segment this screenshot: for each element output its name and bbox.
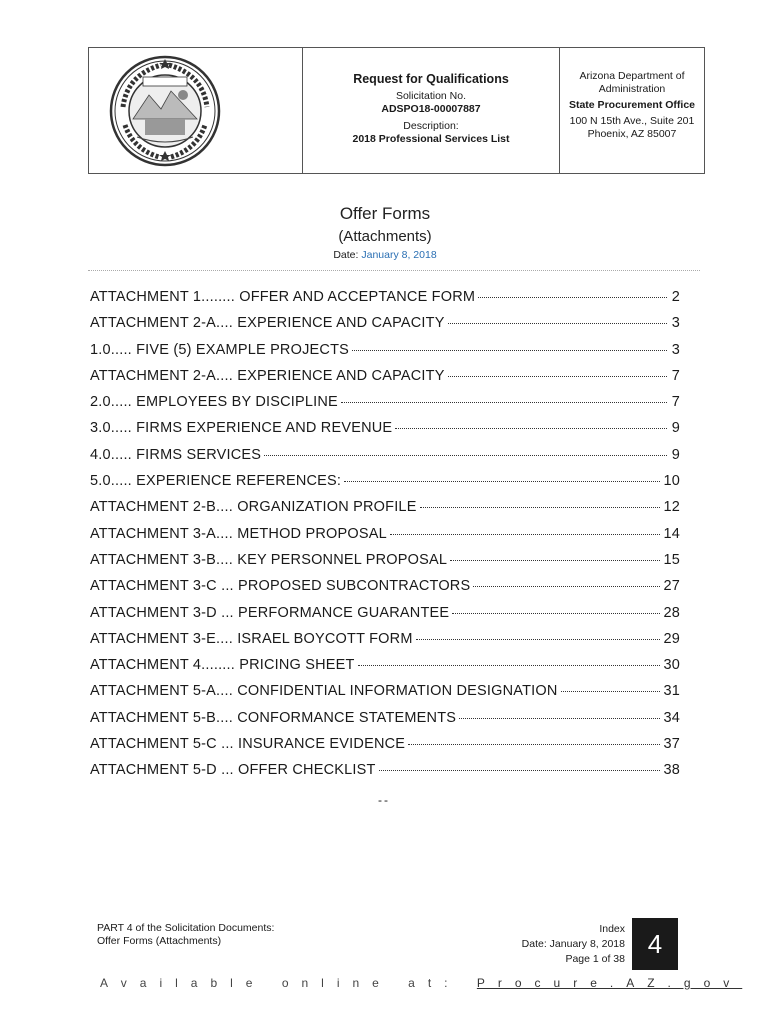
toc-entry[interactable] (90, 342, 680, 368)
toc-leader-dots (478, 297, 667, 298)
online-notice (100, 976, 742, 990)
toc-entry-page: 29 (663, 630, 680, 647)
description-text: 2018 Professional Services List (352, 133, 510, 145)
toc-leader-dots (459, 718, 660, 719)
toc-entry-label: 4.0..... FIRMS SERVICES (90, 446, 262, 463)
toc-entry-page: 38 (663, 762, 680, 779)
toc-entry[interactable] (90, 368, 680, 394)
footer-part-line2: Offer Forms (Attachments) (97, 935, 222, 947)
toc-entry[interactable] (90, 762, 680, 788)
toc-entry[interactable] (90, 420, 680, 446)
toc-entry-page: 31 (663, 683, 680, 700)
toc-entry-page: 15 (663, 551, 680, 568)
separator-mark: -- (378, 793, 390, 807)
footer-index (470, 922, 625, 967)
toc-leader-dots (561, 691, 661, 692)
toc-leader-dots (450, 560, 660, 561)
footer-part-line1: PART 4 of the Solicitation Documents: (97, 922, 275, 934)
arizona-seal-icon (109, 55, 221, 167)
toc-entry-page: 3 (671, 315, 680, 332)
toc-entry[interactable] (90, 683, 680, 709)
toc-entry[interactable] (90, 605, 680, 631)
toc-entry-page: 28 (663, 604, 680, 621)
toc-entry[interactable] (90, 552, 680, 578)
toc-entry-label: 1.0..... FIVE (5) EXAMPLE PROJECTS (90, 341, 350, 358)
toc-entry-label: ATTACHMENT 5-C ... INSURANCE EVIDENCE (90, 736, 406, 753)
toc-leader-dots (416, 639, 661, 640)
toc-leader-dots (264, 455, 667, 456)
toc-entry-label: ATTACHMENT 5-B.... CONFORMANCE STATEMENTS (90, 709, 457, 726)
toc-entry[interactable] (90, 578, 680, 604)
toc-entry-label: ATTACHMENT 4........ PRICING SHEET (90, 657, 355, 674)
toc-entry-label: 3.0..... FIRMS EXPERIENCE AND REVENUE (90, 420, 393, 437)
agency-line1: Arizona Department of (579, 70, 685, 82)
toc-leader-dots (408, 744, 660, 745)
toc-entry-page: 14 (663, 525, 680, 542)
address-line1: 100 N 15th Ave., Suite 201 (569, 115, 695, 127)
agency-line2: Administration (598, 83, 666, 95)
toc-entry[interactable] (90, 736, 680, 762)
toc-entry[interactable] (90, 447, 680, 473)
footer-date: Date: January 8, 2018 (521, 938, 625, 950)
toc-entry-label: ATTACHMENT 2-A.... EXPERIENCE AND CAPACITY (90, 367, 445, 384)
toc-entry-page: 7 (671, 367, 680, 384)
toc-entry-label: ATTACHMENT 3-C ... PROPOSED SUBCONTRACTORS (90, 578, 471, 595)
procure-link[interactable]: Procure.AZ.gov (476, 976, 743, 990)
toc-leader-dots (358, 665, 661, 666)
toc-entry-page: 7 (671, 394, 680, 411)
toc-entry-label: ATTACHMENT 2-A.... EXPERIENCE AND CAPACITY (90, 315, 445, 332)
description-label: Description: (403, 120, 459, 132)
footer-part (97, 922, 274, 948)
toc-entry-label: ATTACHMENT 3-A.... METHOD PROPOSAL (90, 525, 387, 542)
online-prefix: Available online at: (100, 976, 461, 990)
toc-entry-page: 27 (663, 578, 680, 595)
toc-leader-dots (473, 586, 660, 587)
toc-entry-label: ATTACHMENT 5-A.... CONFIDENTIAL INFORMATION DESIGNATION (90, 683, 558, 700)
toc-entry[interactable] (90, 710, 680, 736)
toc-entry-page: 37 (663, 736, 680, 753)
toc-entry-label: ATTACHMENT 3-E.... ISRAEL BOYCOTT FORM (90, 630, 413, 647)
toc-entry-page: 30 (663, 657, 680, 674)
toc-leader-dots (395, 428, 667, 429)
toc-entry[interactable] (90, 315, 680, 341)
toc-leader-dots (344, 481, 660, 482)
title-block (0, 204, 770, 261)
toc-entry-label: 2.0..... EMPLOYEES BY DISCIPLINE (90, 394, 338, 411)
toc-entry[interactable] (90, 473, 680, 499)
seal-cell (89, 48, 303, 173)
toc-leader-dots (420, 507, 661, 508)
footer-index-label: Index (599, 923, 625, 935)
toc-entry-label: ATTACHMENT 3-B.... KEY PERSONNEL PROPOSAL (90, 551, 448, 568)
toc-leader-dots (448, 323, 667, 324)
divider (88, 270, 700, 271)
address-line2: Phoenix, AZ 85007 (587, 128, 677, 140)
toc-entry-page: 34 (663, 709, 680, 726)
page-subtitle: (Attachments) (338, 228, 432, 245)
toc-leader-dots (452, 613, 660, 614)
date-label: Date: (333, 249, 359, 261)
toc-leader-dots (448, 376, 667, 377)
toc-entry[interactable] (90, 657, 680, 683)
toc-leader-dots (390, 534, 661, 535)
toc-entry[interactable] (90, 526, 680, 552)
office-name: State Procurement Office (568, 99, 696, 111)
toc-entry-label: 5.0..... EXPERIENCE REFERENCES: (90, 473, 342, 490)
agency-cell (560, 48, 704, 173)
footer-page: Page 1 of 38 (565, 953, 625, 965)
toc-entry-page: 9 (671, 446, 680, 463)
header-box (88, 47, 705, 174)
solicitation-cell (303, 48, 560, 173)
toc-entry-label: ATTACHMENT 1........ OFFER AND ACCEPTANCE FORM (90, 289, 476, 305)
toc-entry[interactable] (90, 499, 680, 525)
toc-entry-page: 2 (671, 289, 680, 305)
table-of-contents (90, 289, 680, 789)
request-title: Request for Qualifications (353, 72, 509, 86)
toc-entry-label: ATTACHMENT 2-B.... ORGANIZATION PROFILE (90, 499, 417, 516)
toc-entry[interactable] (90, 394, 680, 420)
toc-entry[interactable] (90, 289, 680, 315)
toc-leader-dots (352, 350, 667, 351)
page-date (0, 249, 770, 261)
date-value: January 8, 2018 (361, 249, 437, 261)
toc-entry-page: 9 (671, 420, 680, 437)
solicitation-number: ADSPO18-00007887 (381, 103, 481, 115)
page-title: Offer Forms (339, 204, 431, 223)
toc-leader-dots (379, 770, 661, 771)
toc-entry-label: ATTACHMENT 3-D ... PERFORMANCE GUARANTEE (90, 604, 450, 621)
toc-entry-label: ATTACHMENT 5-D ... OFFER CHECKLIST (90, 762, 376, 779)
toc-entry[interactable] (90, 631, 680, 657)
section-badge: 4 (632, 918, 678, 970)
toc-leader-dots (341, 402, 667, 403)
toc-entry-page: 3 (671, 341, 680, 358)
solicitation-label: Solicitation No. (395, 90, 467, 102)
toc-entry-page: 10 (663, 473, 680, 490)
toc-entry-page: 12 (663, 499, 680, 516)
